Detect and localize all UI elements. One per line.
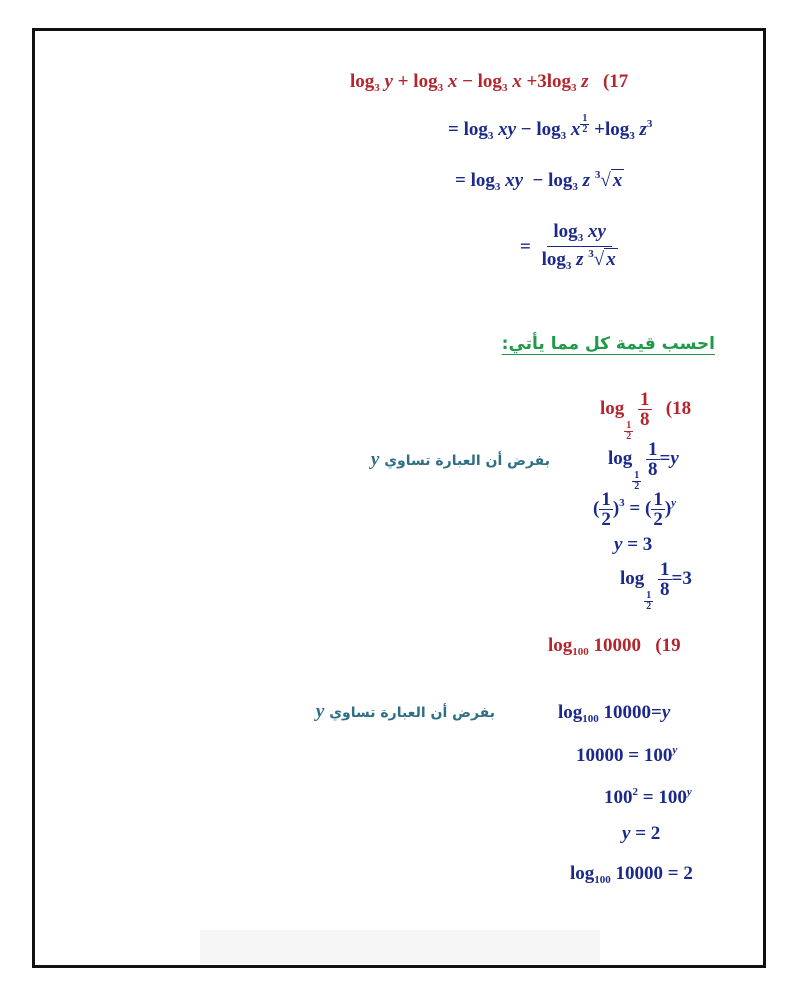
problem-19-step-1: $\log_{100} 10000=y$ [558,702,671,725]
problem-number: (19 [655,635,681,656]
problem-18-assumption: بفرض أن العبارة تساوي y [370,449,550,470]
bottom-strip [200,930,600,964]
problem-18-step-2: ( $\frac{1}{2}$ )$^3$ = ( $\frac{1}{2}$ )$^y$ [593,489,677,530]
problem-17-step-1: = $\log_3$ xy − $\log_3 x$ $\frac{1}{2}$ $+\log_3$ $z^3$ [448,113,653,142]
problem-19-step-3: $100^2 = 100^y$ [604,786,692,808]
problem-17-result: = $\frac{\log_3 xy}{\log_3 z ^3√ x}$ [520,221,616,272]
problem-19-assumption: بفرض أن العبارة تساوي y [315,701,495,722]
problem-19-result: $\log_{100} 10000 = 2$ [570,863,693,886]
problem-number: (17 [602,71,629,92]
problem-19-step-4: y = 2 [622,823,661,844]
problem-17-step-2: = $\log_3$ xy − $\log_3 z$ $^3$√ x [455,169,623,193]
problem-19-step-2: 10000 = 100$^y$ [576,744,678,766]
section-heading: احسب قيمة كل مما يأتي: [501,334,715,354]
problem-18-result: log $\frac{1}{2}$ $\frac{1}{8}$ =3 [620,559,692,612]
problem-17-statement: $\log_3 y + \log_3 x - \log_3 x +3\log_3$ z (17 [350,71,629,94]
problem-18-step-3: y = 3 [614,534,653,555]
problem-18-statement: log $\frac{1}{2}$ $\frac{1}{8}$ (18 [600,389,692,442]
problem-number: (18 [665,397,692,419]
problem-19-statement: $\log_{100} 10000$ (19 [548,635,681,658]
problem-18-step-1: log $\frac{1}{2}$ $\frac{1}{8}$ =y [608,439,679,492]
